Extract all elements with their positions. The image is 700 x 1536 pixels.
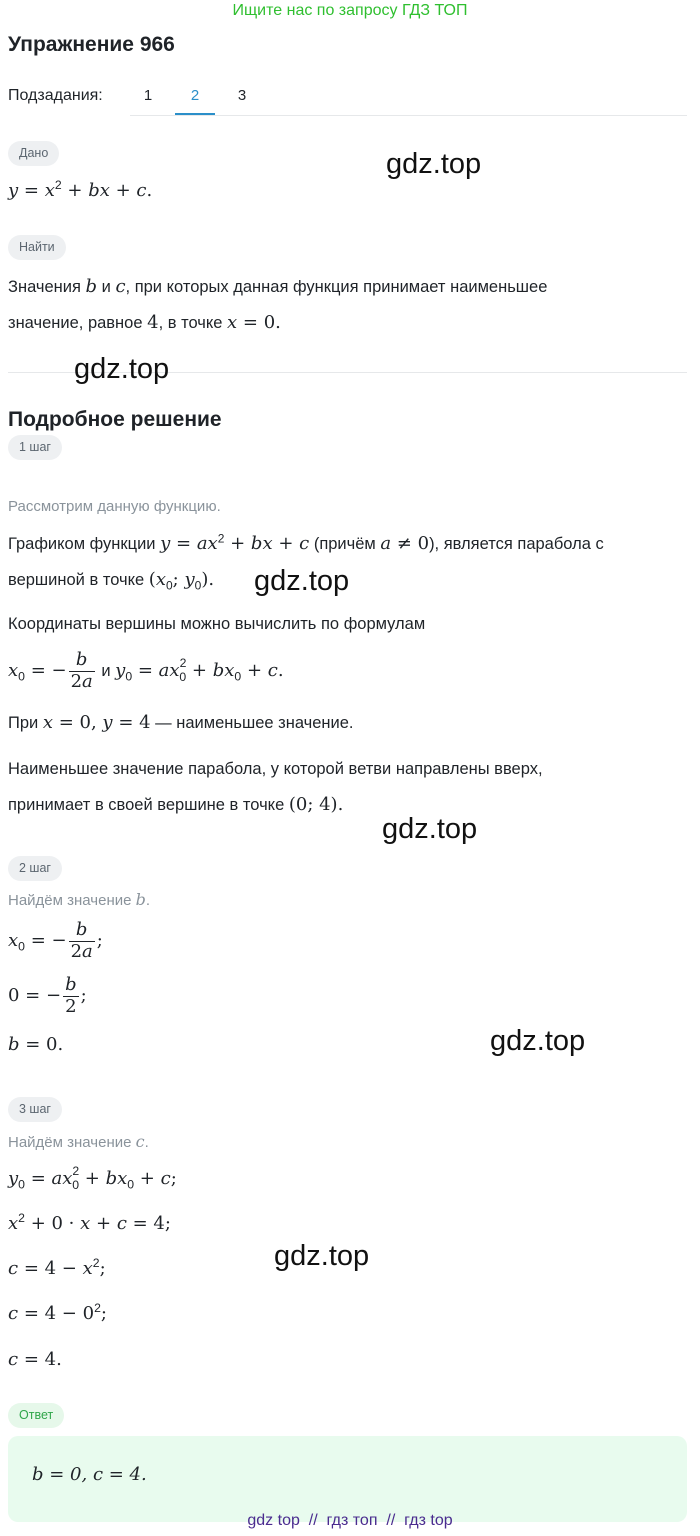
vertex-formulas: $x_0$ = − $\frac{b}{2a}$ и $y_0 = ax^2_0 + bx_0 + c$. <box>8 649 284 692</box>
step1-badge: 1 шаг <box>8 435 62 460</box>
step3-eq4: $c = 4 - 0^2$; <box>8 1301 107 1324</box>
step1-line3: Координаты вершины можно вычислить по формулам <box>8 615 426 633</box>
step3-badge: 3 шаг <box>8 1097 62 1122</box>
watermark: gdz.top <box>490 1025 586 1057</box>
page-title: Упражнение 966 <box>8 33 175 56</box>
solution-heading: Подробное решение <box>8 408 222 431</box>
find-text-line2: значение, равное 4, в точке x = 0. <box>8 312 281 333</box>
subtask-tab-2[interactable]: 2 <box>190 87 200 104</box>
step1-intro: Рассмотрим данную функцию. <box>8 498 221 515</box>
step2-eq1: $x_0$ = − $\frac{b}{2a}$ ; <box>8 919 103 962</box>
step2-eq2: 0 = − $\frac{b}{2}$ ; <box>8 974 87 1017</box>
step1-line5: Наименьшее значение парабола, у которой ветви направлены вверх, <box>8 760 543 778</box>
watermark: gdz.top <box>274 1240 370 1272</box>
subtasks-label: Подзадания: <box>8 87 103 104</box>
active-tab-indicator <box>175 113 215 115</box>
step1-line1: Графиком функции $y = ax^2$ + bx + c (причём a ≠ 0), является парабола с <box>8 531 604 554</box>
find-text-line1: Значения b и c, при которых данная функция принимает наименьшее <box>8 276 548 297</box>
watermark: gdz.top <box>386 148 482 180</box>
step2-intro: Найдём значение b. <box>8 890 151 909</box>
step3-intro: Найдём значение c. <box>8 1132 149 1151</box>
answer-badge: Ответ <box>8 1403 64 1428</box>
given-formula: $y = x^2$ + bx + c. <box>8 178 153 201</box>
step1-line6: принимает в своей вершине в точке (0; 4). <box>8 794 344 815</box>
subtasks-divider <box>130 115 687 116</box>
watermark: gdz.top <box>254 565 350 597</box>
step3-eq5: c = 4. <box>8 1349 62 1370</box>
step3-eq3: $c = 4 - x^2$; <box>8 1256 106 1279</box>
given-badge: Дано <box>8 141 59 166</box>
step1-line2: вершиной в точке ($x_0$; $y_0$). <box>8 569 215 593</box>
answer-text: b = 0, c = 4. <box>32 1464 147 1485</box>
footer-links[interactable]: gdz top // гдз топ // гдз top <box>247 1512 453 1529</box>
watermark: gdz.top <box>382 813 478 845</box>
watermark: gdz.top <box>74 353 170 385</box>
promo-banner[interactable]: Ищите нас по запросу ГДЗ ТОП <box>232 2 468 19</box>
step2-eq3: b = 0. <box>8 1034 64 1055</box>
subtask-tab-3[interactable]: 3 <box>237 87 247 104</box>
find-badge: Найти <box>8 235 66 260</box>
step2-badge: 2 шаг <box>8 856 62 881</box>
step1-line4: При x = 0, y = 4 — наименьшее значение. <box>8 712 354 733</box>
subtask-tab-1[interactable]: 1 <box>143 87 153 104</box>
step3-eq1: $y_0 = ax^2_0 + bx_0 + c$; <box>8 1163 177 1192</box>
step3-eq2: $x^2 + 0 \cdot x + c = 4$; <box>8 1211 171 1234</box>
